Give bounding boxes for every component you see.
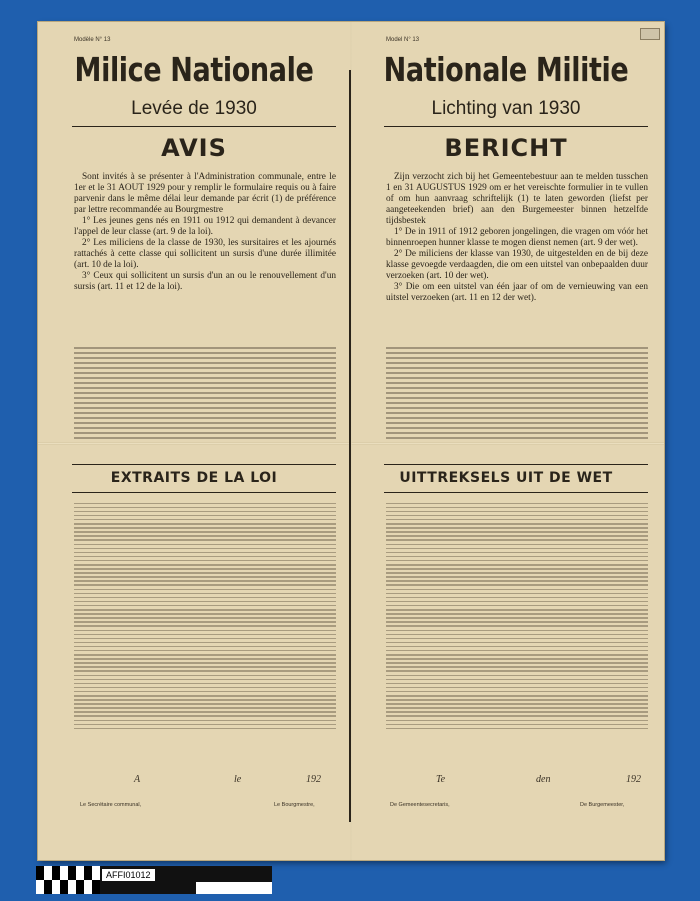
rule: [72, 126, 336, 127]
poster-subtitle: Levée de 1930: [131, 98, 257, 119]
signature-mayor: Le Bourgmestre,: [274, 802, 315, 808]
notice-paragraph: 2° De miliciens der klasse van 1930, de uitgestelden en de bij deze klasse gevoegde verdaagden, die om een uitstel van onbepaalden duur verzoeken (art. 10 der wet).: [386, 249, 648, 281]
model-number: Modèle N° 13: [74, 37, 111, 43]
poster-title: Milice Nationale: [74, 50, 314, 89]
notice-paragraph: 1° Les jeunes gens nés en 1911 ou 1912 qui demandent à devancer l'appel de leur classe (art. 9 de la loi).: [74, 216, 336, 237]
notice-paragraph: 3° Die om een uitstel van één jaar of om de vernieuwing van een uitstel verzoeken (art. 11 en 12 der wet).: [386, 282, 648, 303]
signature-mayor: De Burgemeester,: [580, 802, 625, 808]
rule: [384, 126, 648, 127]
catalog-color-scale: [36, 866, 272, 894]
date-le: den: [536, 774, 551, 785]
rule: [384, 464, 648, 465]
law-section-heading: UITTREKSELS UIT DE WET: [399, 470, 613, 486]
militia-poster: [38, 22, 664, 860]
poster-title: Nationale Militie: [383, 50, 629, 89]
law-extract-text: [386, 500, 648, 758]
signature-secretary: De Gemeentesecretaris,: [390, 802, 450, 808]
model-number: Model N° 13: [386, 37, 420, 43]
scale-white-patch: [196, 882, 272, 894]
rule: [72, 464, 336, 465]
catalog-label: AFFI01012: [102, 869, 155, 881]
notice-body: [386, 172, 648, 304]
notice-heading: AVIS: [161, 134, 227, 162]
french-column: [44, 22, 344, 860]
rule: [384, 492, 648, 493]
signature-secretary: Le Secrétaire communal,: [80, 802, 142, 808]
notice-heading: BERICHT: [444, 134, 568, 162]
date-year: 192: [306, 774, 321, 785]
fine-print-block: [386, 344, 648, 442]
notice-paragraph: Sont invités à se présenter à l'Administration communale, entre le 1er et le 31 AOUT 1929 pour y remplir le formulaire requis ou à faire parvenir dans le même délai leur demande par écrit (1) de préférence par lettre recommandée au Bourgmestre: [74, 172, 336, 215]
fine-print-block: [74, 344, 336, 442]
notice-body: [74, 172, 336, 293]
date-year: 192: [626, 774, 641, 785]
notice-paragraph: Zijn verzocht zich bij het Gemeentebestuur aan te melden tusschen 1 en 31 AUGUSTUS 1929 om er het vereischte formulier in te vullen of om hun aanvraag schriftelijk (1) te laten geworden (liefst per aangeteekenden brief) aan den Burgemeester binnen hetzelfde tijdsbestek: [386, 172, 648, 226]
law-section-heading: EXTRAITS DE LA LOI: [110, 470, 278, 486]
checker-scale-lower: [36, 880, 100, 894]
notice-paragraph: 1° De in 1911 of 1912 geboren jongelingen, die vragen om vóór het binnenroepen hunner klasse te mogen dienst nemen (art. 9 der wet).: [386, 227, 648, 248]
date-le: le: [234, 774, 242, 785]
column-divider: [349, 70, 351, 822]
rule: [72, 492, 336, 493]
dutch-column: [356, 22, 656, 860]
date-place: Te: [436, 774, 446, 785]
law-extract-text: [74, 500, 336, 758]
date-place: A: [134, 774, 141, 785]
poster-subtitle: Lichting van 1930: [431, 98, 581, 119]
notice-paragraph: 3° Ceux qui sollicitent un sursis d'un an ou le renouvellement d'un sursis (art. 11 et 12 de la loi).: [74, 271, 336, 292]
notice-paragraph: 2° Les miliciens de la classe de 1930, les sursitaires et les ajournés rattachés à cette classe qui sollicitent un sursis d'une durée illimitée (art. 10 de la loi).: [74, 238, 336, 270]
